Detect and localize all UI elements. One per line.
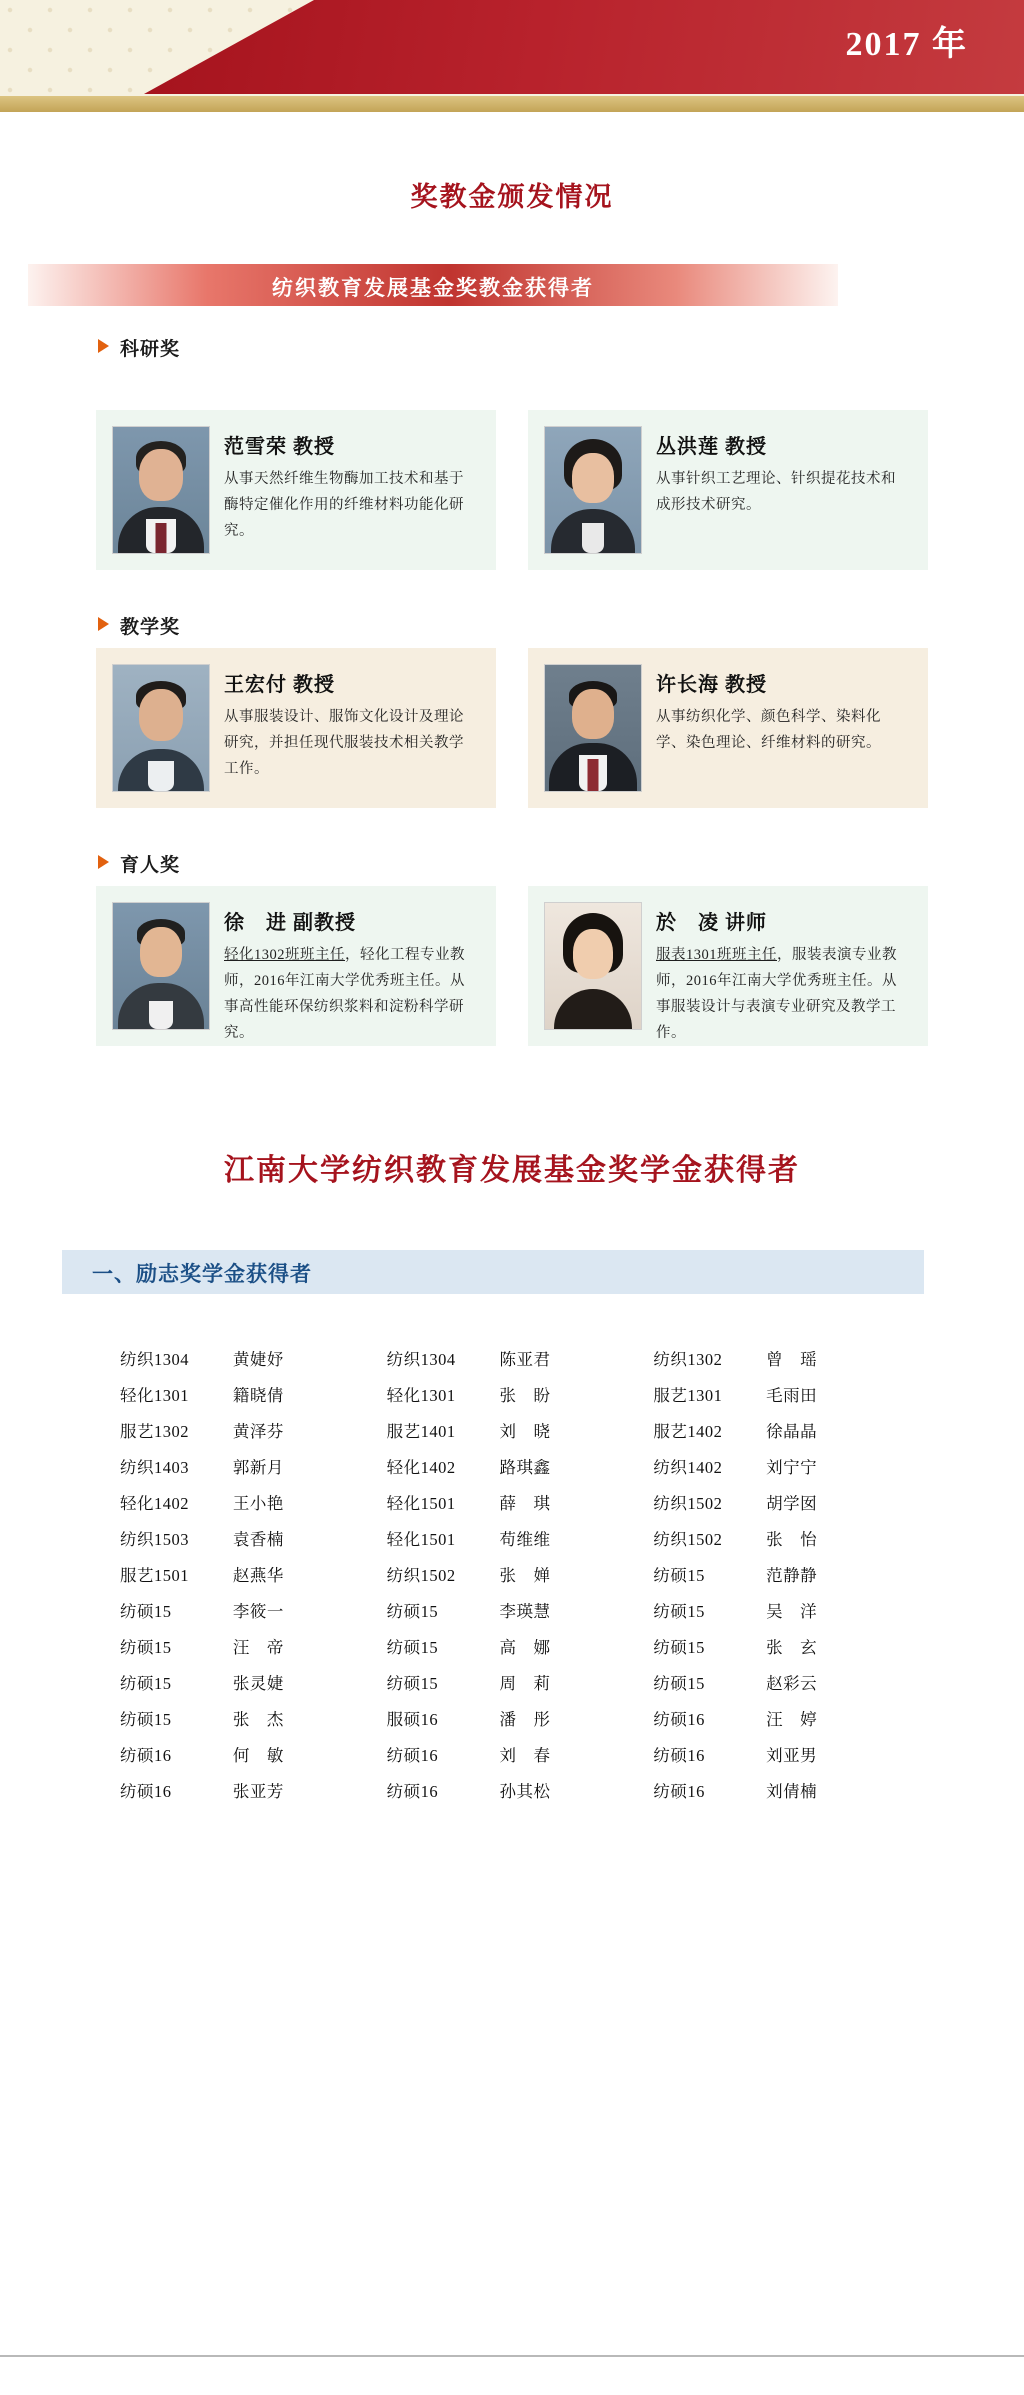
cell-class: 纺硕15 [653, 1566, 705, 1585]
table-row [120, 1520, 920, 1556]
page-header [0, 0, 1024, 112]
cell-name: 赵彩云 [766, 1674, 818, 1693]
awardee-card [96, 410, 496, 570]
cell-name: 张 盼 [499, 1386, 551, 1405]
cell-class: 服艺1501 [120, 1566, 189, 1585]
cell-class: 纺硕16 [120, 1782, 172, 1801]
cell-name: 刘 晓 [499, 1422, 551, 1441]
avatar [544, 664, 642, 792]
cell-class: 纺织1502 [653, 1494, 723, 1513]
cell-class: 轻化1501 [386, 1530, 456, 1549]
awardee-description: 从事服装设计、服饰文化设计及理论研究，并担任现代服装技术相关教学工作。 [224, 709, 464, 777]
portrait-icon [113, 903, 209, 1029]
cell-name: 王小艳 [232, 1494, 284, 1513]
cell-name: 籍晓倩 [232, 1386, 284, 1405]
awardee-description-rest: ，轻化工程专业教师，2016年江南大学优秀班主任。从事高性能环保纺织浆料和淀粉科学研究。 [224, 947, 465, 1041]
awardee-card [528, 886, 928, 1046]
cell-name: 陈亚君 [499, 1350, 551, 1369]
cell-class: 纺硕15 [120, 1674, 172, 1693]
cell-class: 纺织1304 [120, 1350, 189, 1369]
portrait-icon [113, 665, 209, 791]
cell-class: 服艺1301 [653, 1386, 723, 1405]
table-row [120, 1772, 920, 1808]
cell-name: 薛 琪 [499, 1494, 551, 1513]
section-label-research: 科研奖 [120, 339, 181, 360]
page-title: 奖教金颁发情况 [410, 182, 614, 212]
cell-name: 汪 帝 [232, 1638, 284, 1657]
bullet-arrow-icon [98, 617, 109, 631]
portrait-icon [545, 427, 641, 553]
avatar [112, 426, 210, 554]
footer-divider [0, 2355, 1024, 2357]
cell-class: 服艺1402 [653, 1422, 723, 1441]
awardee-description: 从事纺织化学、颜色科学、染料化学、染色理论、纤维材料的研究。 [656, 709, 881, 751]
cell-name: 张灵婕 [232, 1674, 284, 1693]
cell-class: 纺硕15 [653, 1602, 705, 1621]
awardee-card [96, 886, 496, 1046]
cell-name: 路琪鑫 [499, 1458, 551, 1477]
cell-name: 张 婵 [499, 1566, 551, 1585]
cell-class: 服艺1302 [120, 1422, 189, 1441]
cell-class: 纺硕16 [653, 1782, 705, 1801]
cell-name: 潘 彤 [499, 1710, 551, 1729]
cell-name: 李瑛慧 [499, 1602, 551, 1621]
cell-class: 纺织1402 [653, 1458, 723, 1477]
cell-name: 曾 瑶 [766, 1350, 818, 1369]
cell-name: 孙其松 [499, 1782, 551, 1801]
cell-name: 黄泽芬 [232, 1422, 284, 1441]
cell-class: 纺织1502 [653, 1530, 723, 1549]
cell-name: 袁香楠 [232, 1530, 284, 1549]
awardee-card [528, 648, 928, 808]
table-row [120, 1700, 920, 1736]
cell-class: 纺硕16 [653, 1746, 705, 1765]
cell-class: 纺硕16 [386, 1746, 439, 1765]
awardee-description [656, 942, 906, 1046]
cell-class: 纺硕15 [120, 1602, 172, 1621]
cell-name: 苟维维 [499, 1530, 551, 1549]
cell-name: 毛雨田 [766, 1386, 818, 1405]
cell-class: 纺织1503 [120, 1530, 189, 1549]
avatar [112, 664, 210, 792]
cell-class: 纺织1302 [653, 1350, 723, 1369]
avatar [112, 902, 210, 1030]
scholarship-table-body [120, 1340, 920, 1808]
cell-class: 纺硕15 [386, 1638, 439, 1657]
awardee-name: 王宏付 教授 [224, 674, 335, 696]
cell-name: 黄婕妤 [232, 1350, 284, 1369]
cell-class: 纺硕16 [653, 1710, 705, 1729]
portrait-icon [113, 427, 209, 553]
section-label-teaching: 教学奖 [120, 617, 181, 638]
cell-class: 纺织1502 [386, 1566, 456, 1585]
cell-class: 纺硕15 [120, 1638, 172, 1657]
cell-class: 服艺1401 [386, 1422, 456, 1441]
cell-class: 纺织1403 [120, 1458, 189, 1477]
cell-class: 纺硕15 [386, 1602, 439, 1621]
scholarship-table [120, 1340, 920, 1808]
cell-name: 刘亚男 [766, 1746, 818, 1765]
cell-name: 张 怡 [766, 1530, 818, 1549]
bullet-arrow-icon [98, 339, 109, 353]
table-row [120, 1592, 920, 1628]
avatar [544, 426, 642, 554]
cell-class: 轻化1402 [386, 1458, 456, 1477]
awardee-description [224, 942, 474, 1046]
cell-name: 胡学囡 [766, 1494, 818, 1513]
awardee-description: 从事针织工艺理论、针织提花技术和成形技术研究。 [656, 471, 896, 513]
table-row [120, 1556, 920, 1592]
awardee-name: 徐 进 副教授 [224, 912, 356, 934]
cell-name: 刘倩楠 [766, 1782, 818, 1801]
cell-name: 郭新月 [232, 1458, 284, 1477]
cell-name: 吴 洋 [766, 1602, 818, 1621]
cell-name: 张亚芳 [232, 1782, 284, 1801]
table-row [120, 1736, 920, 1772]
cell-name: 张 杰 [232, 1710, 284, 1729]
cell-name: 刘宁宁 [766, 1458, 818, 1477]
portrait-icon [545, 665, 641, 791]
cell-name: 刘 春 [499, 1746, 551, 1765]
avatar [544, 902, 642, 1030]
table-row [120, 1340, 920, 1376]
awardee-name: 丛洪莲 教授 [656, 436, 767, 458]
cell-class: 轻化1501 [386, 1494, 456, 1513]
cell-class: 纺织1304 [386, 1350, 456, 1369]
awardee-card [528, 410, 928, 570]
portrait-icon [545, 903, 641, 1029]
cell-class: 纺硕15 [653, 1638, 705, 1657]
awardee-role-underline: 轻化1302班班主任 [224, 947, 345, 963]
cell-name: 徐晶晶 [766, 1422, 818, 1441]
cell-class: 纺硕16 [120, 1746, 172, 1765]
cell-class: 服硕16 [386, 1710, 439, 1729]
cell-class: 轻化1301 [120, 1386, 189, 1405]
awardee-role-underline: 服表1301班班主任 [656, 947, 777, 963]
cell-class: 轻化1301 [386, 1386, 456, 1405]
table-row [120, 1376, 920, 1412]
table-row [120, 1628, 920, 1664]
cell-name: 高 娜 [499, 1638, 551, 1657]
awardee-card [96, 648, 496, 808]
cell-class: 纺硕15 [653, 1674, 705, 1693]
awardee-name: 许长海 教授 [656, 674, 767, 696]
cell-name: 李筱一 [232, 1602, 284, 1621]
cell-class: 纺硕15 [386, 1674, 439, 1693]
section-banner-label: 纺织教育发展基金奖教金获得者 [272, 276, 594, 300]
cell-name: 周 莉 [499, 1674, 551, 1693]
awardee-description-rest: ，服装表演专业教师，2016年江南大学优秀班主任。从事服装设计与表演专业研究及教学工作。 [656, 947, 897, 1041]
section-label-mentoring: 育人奖 [120, 855, 181, 876]
cell-name: 赵燕华 [232, 1566, 284, 1585]
cell-name: 范静静 [766, 1566, 818, 1585]
awardee-name: 范雪荣 教授 [224, 436, 335, 458]
awardee-description: 从事天然纤维生物酶加工技术和基于酶特定催化作用的纤维材料功能化研究。 [224, 471, 464, 539]
cell-name: 张 玄 [766, 1638, 818, 1657]
header-gold-bar [0, 96, 1024, 112]
table-row [120, 1448, 920, 1484]
cell-name: 何 敏 [232, 1746, 284, 1765]
awardee-name: 於 凌 讲师 [656, 912, 767, 934]
scholarship-subtitle: 一、励志奖学金获得者 [92, 1262, 312, 1286]
cell-name: 汪 婷 [766, 1710, 818, 1729]
table-row [120, 1412, 920, 1448]
cell-class: 纺硕15 [120, 1710, 172, 1729]
cell-class: 轻化1402 [120, 1494, 189, 1513]
cell-class: 纺硕16 [386, 1782, 439, 1801]
table-row [120, 1664, 920, 1700]
scholarship-title: 江南大学纺织教育发展基金奖学金获得者 [224, 1154, 800, 1187]
bullet-arrow-icon [98, 855, 109, 869]
year-label: 2017 年 [845, 26, 968, 63]
table-row [120, 1484, 920, 1520]
